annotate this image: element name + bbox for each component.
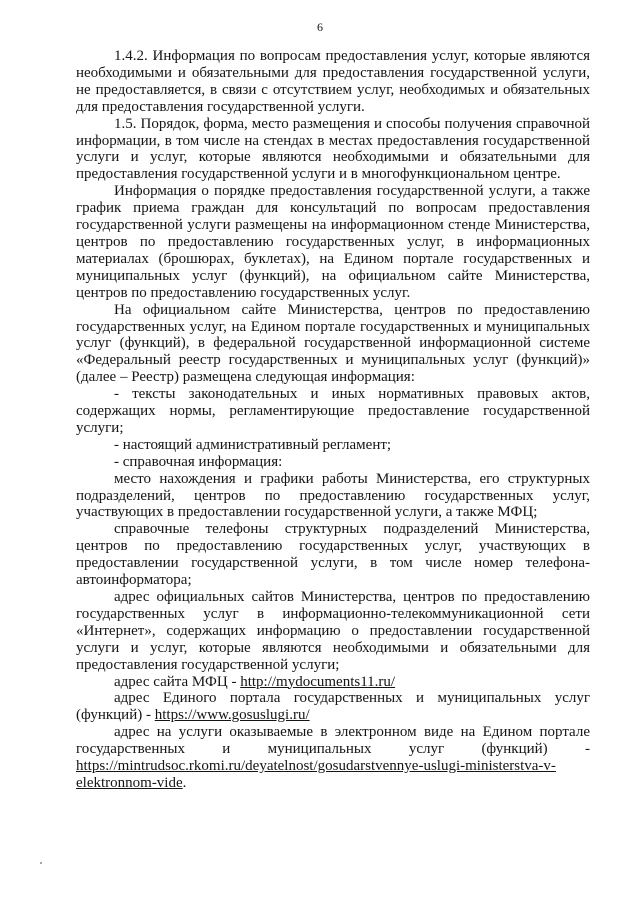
mfc-label: адрес сайта МФЦ - [114,673,241,690]
list-item-regulation: - настоящий административный регламент; [114,436,392,453]
portal-link[interactable]: https://www.gosuslugi.ru/ [154,707,310,724]
paragraph-mfc-address [76,674,590,691]
page-number: 6 [317,20,323,34]
eservices-end: . [182,774,187,791]
list-item-legal-acts: - тексты законодательных и иных нормативных правовых актов, содержащих нормы, регламентирующие предоставление государственной услуги; [76,386,590,436]
paragraph-locations: место нахождения и графики работы Министерства, его структурных подразделений, центров по предоставлению государственных услуг, участвующих в предоставлении государственной услуги, а также МФЦ; [76,470,590,521]
list-item-reference-info: - справочная информация: [114,453,283,470]
eservices-link[interactable]: https://mintrudsoc.rkomi.ru/deyatelnost/gosudarstvennye-uslugi-ministerstva-v-elektronnom-vide [76,758,556,791]
paragraph-info-order: Информация о порядке предоставления государственной услуги, а также график приема граждан для консультаций по вопросам предоставления государственной услуги размещены на информационном стенде Министерства, центров по предоставлению государственных услуг, в информационных материалах (брошюрах, буклетах), на Едином портале государственных и муниципальных услуг (функций), на официальном сайте Министерства, центров по предоставлению государственных услуг. [76,183,590,301]
paragraph-1-5: 1.5. Порядок, форма, место размещения и способы получения справочной информации, в том числе на стендах в местах предоставления государственной услуги и услуг, которые являются необходимыми и обязательными для предоставления государственной услуги и в многофункциональном центре. [76,115,590,183]
paragraph-1-4-2: 1.4.2. Информация по вопросам предоставления услуг, которые являются необходимыми и обязательными для предоставления государственной услуги, не предоставляется, в связи с отсутствием услуг, необходимых и обязательных для предоставления государственной услуги. [76,48,590,115]
document-body [76,48,590,792]
paragraph-eservices-address [76,724,590,792]
portal-label: адрес Единого портала государственных и муниципальных услуг (функций) - [76,690,590,724]
paragraph-websites: адрес официальных сайтов Министерства, центров по предоставлению государственных услуг в информационно-телекоммуникационной сети «Интернет», содержащих информацию о предоставлении государственной услуги и услуг, которые являются необходимыми и обязательными для предоставления государственной услуги; [76,589,590,673]
paragraph-portal-address [76,690,590,724]
paragraph-phones: справочные телефоны структурных подразделений Министерства, центров по предоставлению государственных услуг, участвующих в предоставлении государственной услуги, в том числе номер телефона-автоинформатора; [76,521,590,589]
mfc-link[interactable]: http://mydocuments11.ru/ [240,673,396,690]
eservices-label: адрес на услуги оказываемые в электронном виде на Едином портале государственных и муниципальных услуг (функций) - [76,724,590,758]
scan-speck [40,862,42,864]
paragraph-official-site: На официальном сайте Министерства, центров по предоставлению государственных услуг, на Едином портале государственных и муниципальных услуг (функций), в федеральной государственной информационной системе «Федеральный реестр государственных и муниципальных услуг (функций)» (далее – Реестр) размещена следующая информация: [76,301,590,386]
